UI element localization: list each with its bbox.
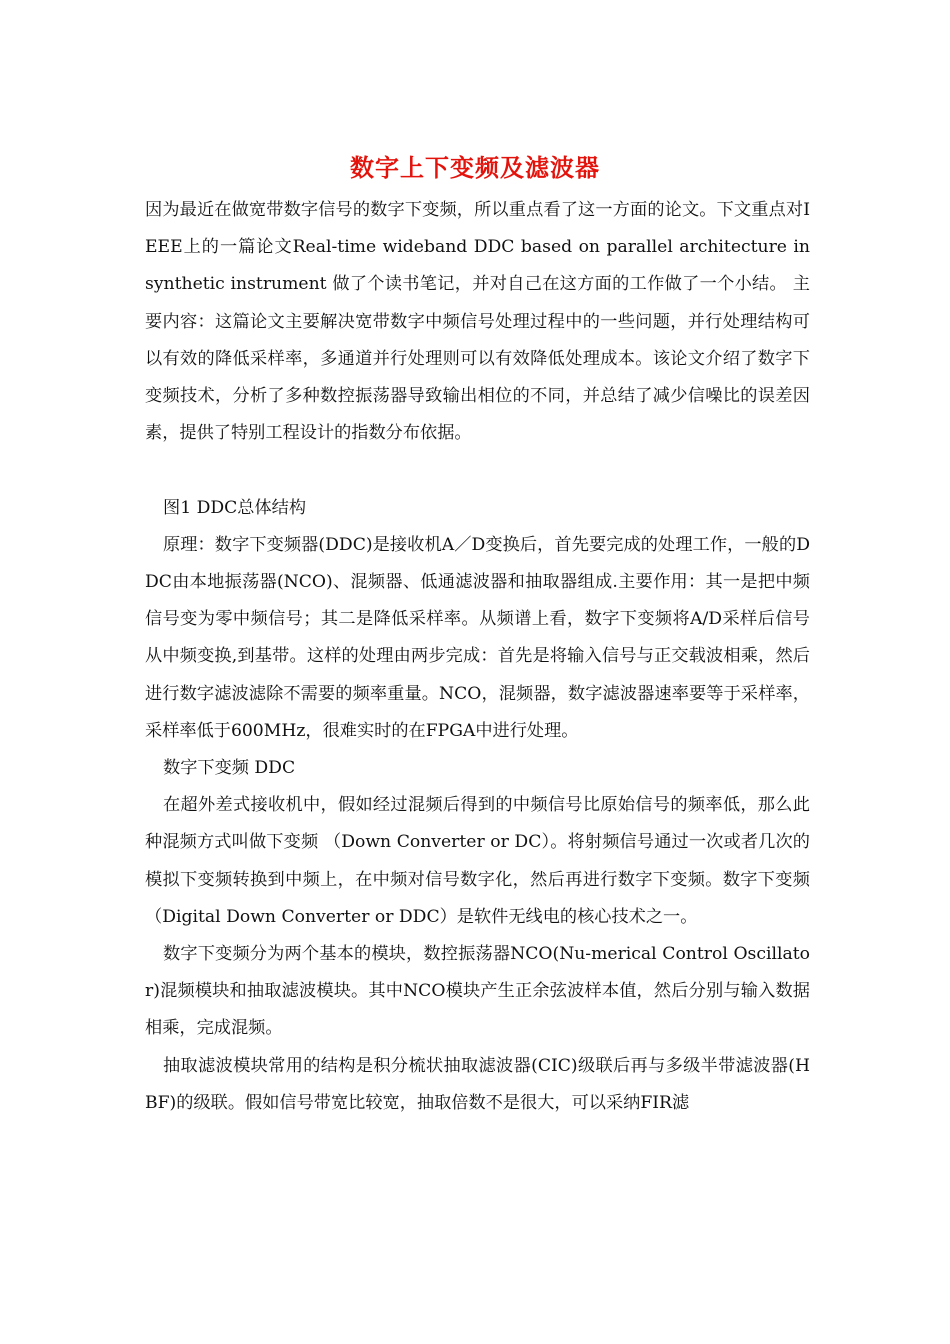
paragraph-modules: 数字下变频分为两个基本的模块，数控振荡器NCO(Nu-merical Control Oscillator)混频模块和抽取滤波模块。其中NCO模块产生正余弦波样本值，然后分别与输入数据相乘，完成混频。 [145,944,810,1039]
paragraph-principle: 原理：数字下变频器(DDC)是接收机A／D变换后，首先要完成的处理工作，一般的DDC由本地振荡器(NCO)、混频器、低通滤波器和抽取器组成.主要作用：其一是把中频信号变为零中频信号；其二是降低采样率。从频谱上看，数字下变频将A/D采样后信号从中频变换,到基带。这样的处理由两步完成：首先是将输入信号与正交载波相乘，然后进行数字滤波滤除不需要的频率重量。NCO，混频器，数字滤波器速率要等于采样率，采样率低于600MHz，很难实时的在FPGA中进行处理。 [145,534,810,741]
paragraph-intro: 因为最近在做宽带数字信号的数字下变频，所以重点看了这一方面的论文。下文重点对IEEE上的一篇论文Real-time wideband DDC based on parallel architecture in synthetic instrument 做了个读书笔记，并对自己在这方面的工作做了一个小结。 主要内容：这篇论文主要解决宽带数字中频信号处理过程中的一些问题，并行处理结构可以有效的降低采样率，多通道并行处理则可以有效降低处理成本。该论文介绍了数字下变频技术，分析了多种数控振荡器导致输出相位的不同，并总结了减少信噪比的误差因素，提供了特别工程设计的指数分布依据。 [145,200,810,444]
document-body [145,192,810,1122]
document-title: 数字上下变频及滤波器 [350,153,600,182]
section-heading-ddc: 数字下变频 DDC [163,758,296,779]
paragraph-spacer [145,452,810,489]
paragraph-decimation: 抽取滤波模块常用的结构是积分梳状抽取滤波器(CIC)级联后再与多级半带滤波器(HBF)的级联。假如信号带宽比较宽，抽取倍数不是很大，可以采纳FIR滤 [145,1055,810,1113]
paragraph-superheterodyne: 在超外差式接收机中，假如经过混频后得到的中频信号比原始信号的频率低，那么此种混频方式叫做下变频 （Down Converter or DC）。将射频信号通过一次或者几次的模拟下变频转换到中频上，在中频对信号数字化，然后再进行数字下变频。数字下变频（Digital Down Converter or DDC）是软件无线电的核心技术之一。 [145,795,810,927]
figure-caption: 图1 DDC总体结构 [163,497,307,518]
